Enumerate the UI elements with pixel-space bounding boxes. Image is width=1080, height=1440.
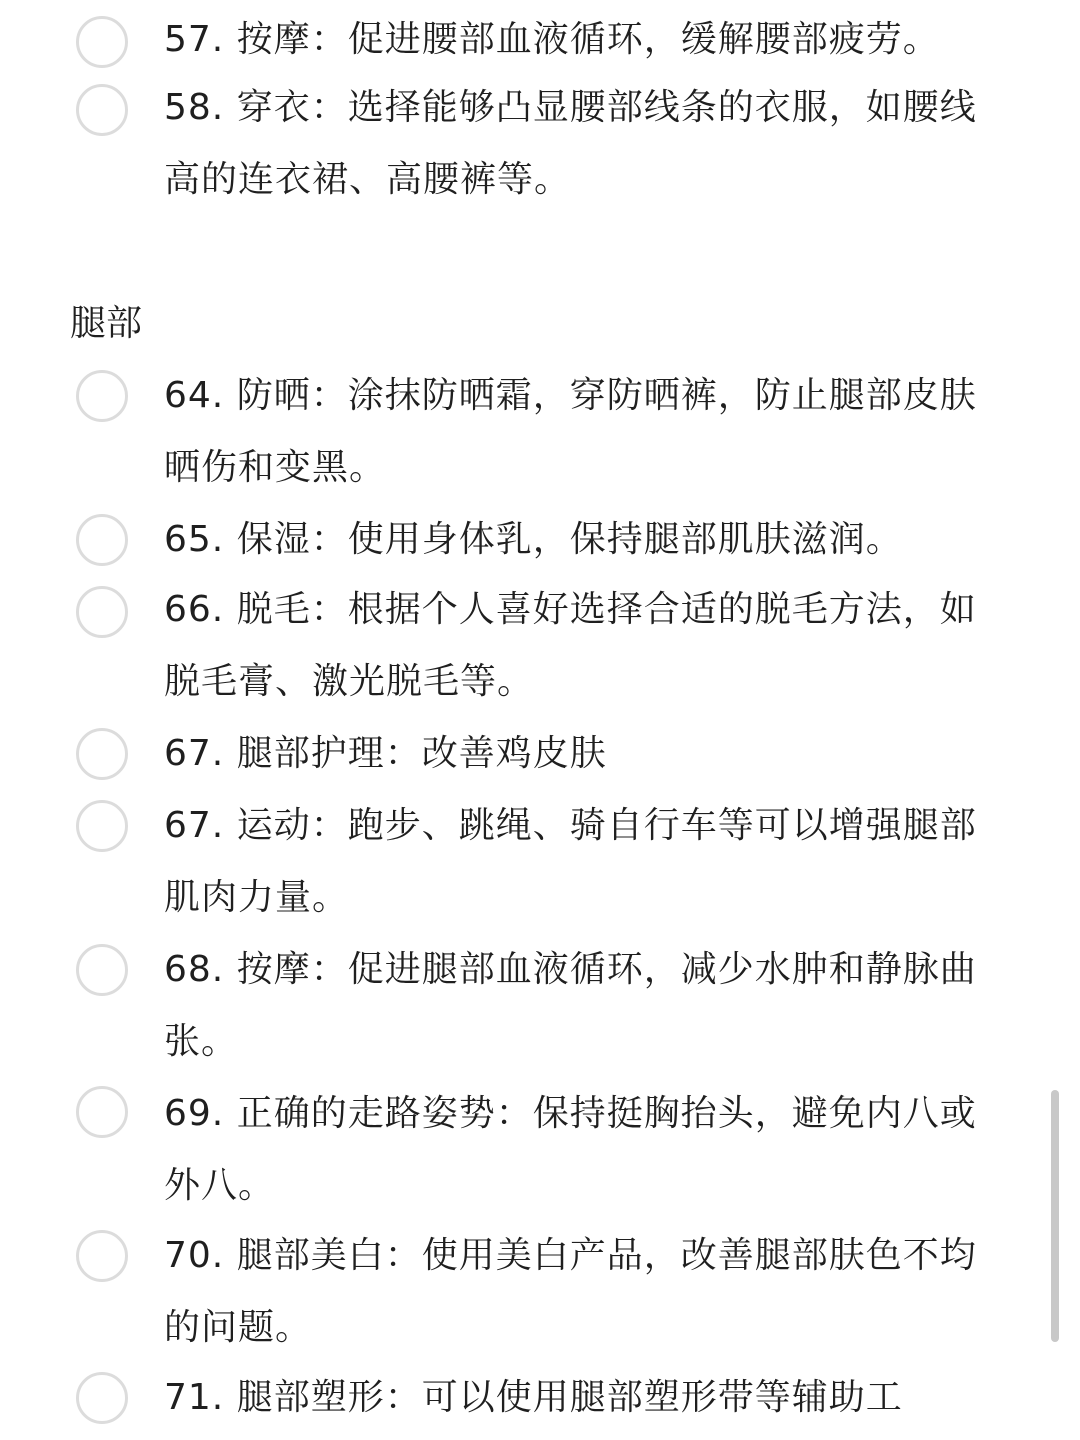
checkbox-circle[interactable] <box>76 728 128 780</box>
checklist-item-text: 70. 腿部美白：使用美白产品，改善腿部肤色不均的问题。 <box>164 1235 977 1348</box>
checklist-item-text: 66. 脱毛：根据个人喜好选择合适的脱毛方法，如脱毛膏、激光脱毛等。 <box>164 589 977 702</box>
checkbox-circle[interactable] <box>76 514 128 566</box>
scrollbar-thumb[interactable] <box>1051 1090 1059 1342</box>
checkbox-circle[interactable] <box>76 586 128 638</box>
checkbox-circle[interactable] <box>76 944 128 996</box>
checklist-item-text: 68. 按摩：促进腿部血液循环，减少水肿和静脉曲张。 <box>164 949 977 1062</box>
checklist-item-text: 71. 腿部塑形：可以使用腿部塑形带等辅助工 <box>164 1377 903 1418</box>
checkbox-circle[interactable] <box>76 370 128 422</box>
checkbox-circle[interactable] <box>76 16 128 68</box>
checklist-item-text: 65. 保湿：使用身体乳，保持腿部肌肤滋润。 <box>164 519 903 560</box>
checkbox-circle[interactable] <box>76 1230 128 1282</box>
checkbox-circle[interactable] <box>76 84 128 136</box>
checklist-item-text: 69. 正确的走路姿势：保持挺胸抬头，避免内八或外八。 <box>164 1093 977 1206</box>
checklist-item-text: 57. 按摩：促进腰部血液循环，缓解腰部疲劳。 <box>164 19 940 60</box>
checklist-item-text: 67. 运动：跑步、跳绳、骑自行车等可以增强腿部肌肉力量。 <box>164 805 977 918</box>
checklist-item-text: 64. 防晒：涂抹防晒霜，穿防晒裤，防止腿部皮肤晒伤和变黑。 <box>164 375 977 488</box>
section-heading: 腿部 <box>70 303 143 344</box>
checklist-item-text: 67. 腿部护理：改善鸡皮肤 <box>164 733 607 774</box>
checkbox-circle[interactable] <box>76 1372 128 1424</box>
checkbox-circle[interactable] <box>76 1086 128 1138</box>
checklist-item-text: 58. 穿衣：选择能够凸显腰部线条的衣服，如腰线高的连衣裙、高腰裤等。 <box>164 87 977 200</box>
checkbox-circle[interactable] <box>76 800 128 852</box>
